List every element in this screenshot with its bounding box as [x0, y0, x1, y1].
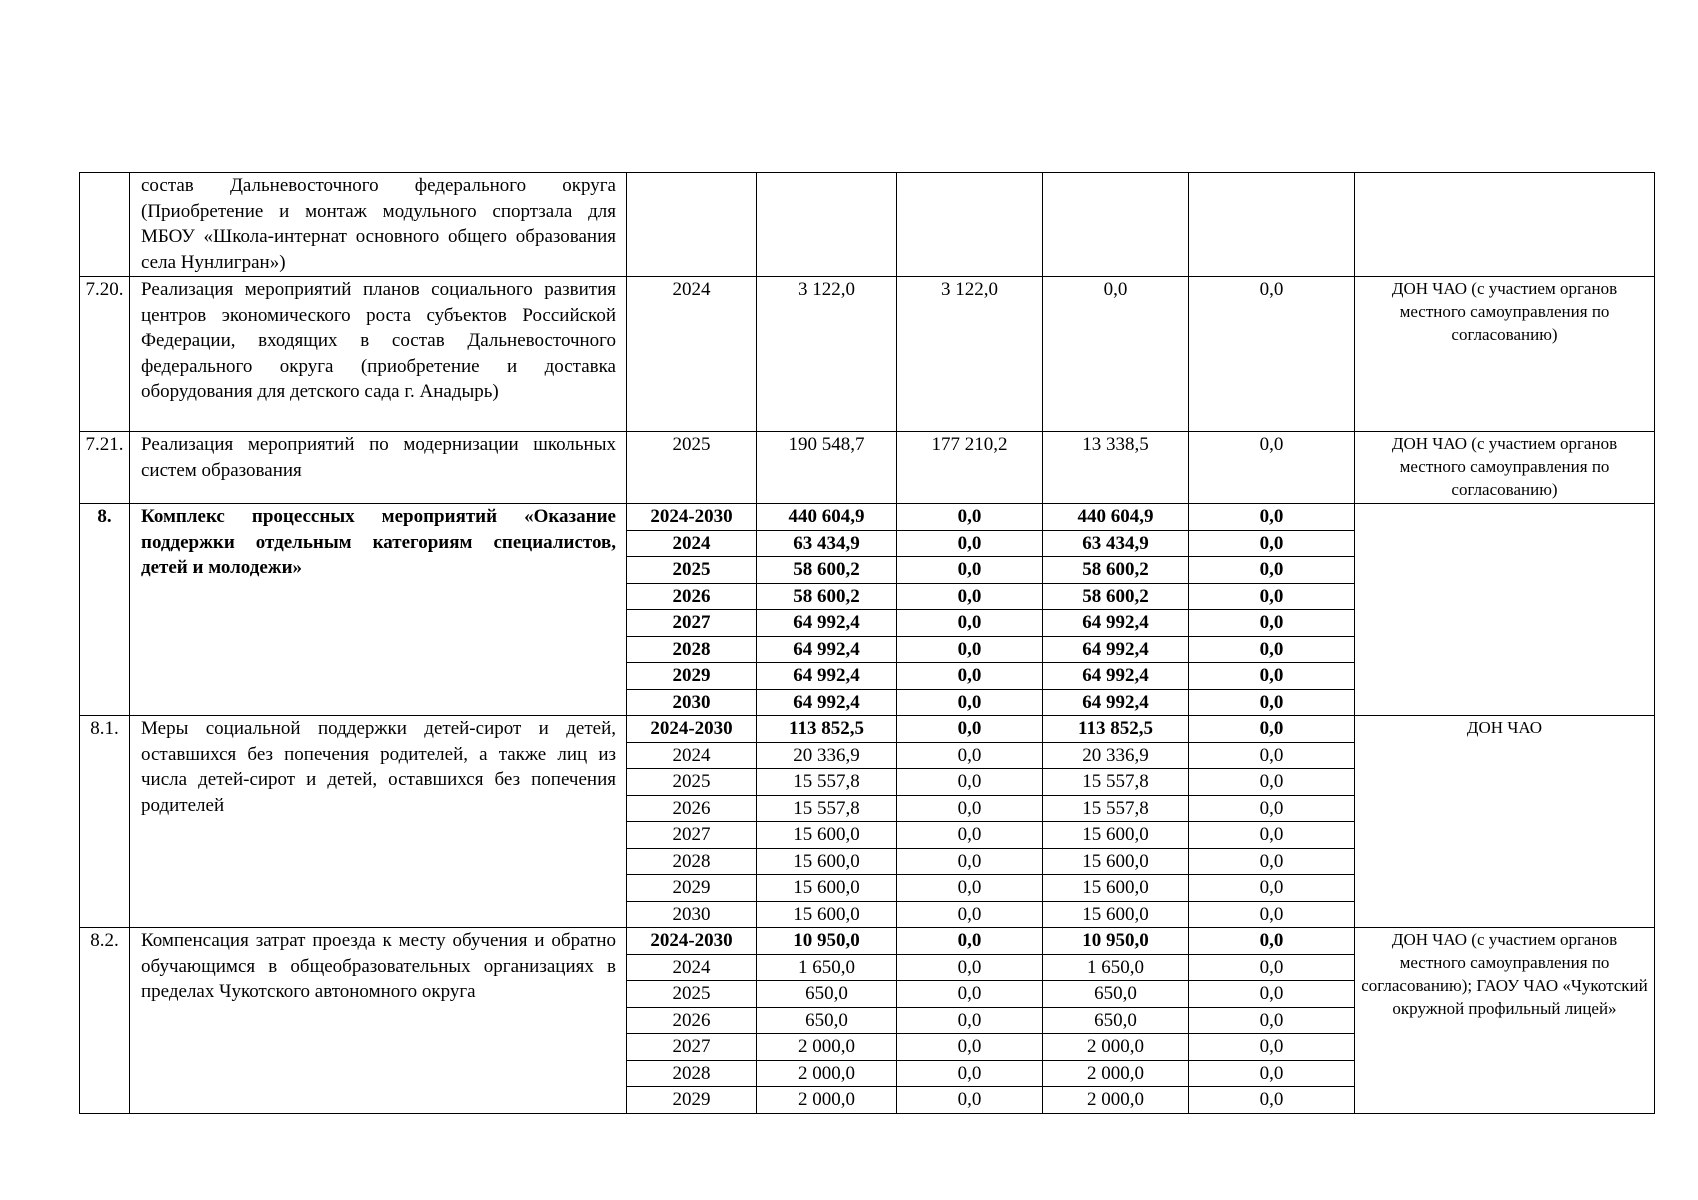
row-number: 8. — [80, 504, 130, 716]
total-cell: 10 950,0 — [757, 928, 897, 955]
other-cell: 0,0 — [1189, 583, 1355, 610]
fed-cell: 0,0 — [897, 583, 1043, 610]
okr-cell: 15 600,0 — [1043, 901, 1189, 928]
group-8-1 — [80, 716, 1655, 928]
fed-cell: 0,0 — [897, 663, 1043, 690]
executor-cell — [1355, 504, 1655, 716]
year-cell: 2024-2030 — [627, 716, 757, 743]
okr-cell: 15 600,0 — [1043, 875, 1189, 902]
total-cell: 2 000,0 — [757, 1034, 897, 1061]
row-name: Меры социальной поддержки детей-сирот и детей, оставшихся без попечения родителей, а также лиц из числа детей-сирот и детей, оставшихся без попечения родителей — [130, 716, 627, 928]
total-cell: 64 992,4 — [757, 636, 897, 663]
row-number: 7.20. — [80, 277, 130, 432]
okr-cell: 650,0 — [1043, 981, 1189, 1008]
table-row — [80, 928, 1655, 955]
group-8 — [80, 504, 1655, 716]
federal-cell: 3 122,0 — [897, 277, 1043, 432]
total-cell: 58 600,2 — [757, 557, 897, 584]
total-cell: 15 600,0 — [757, 901, 897, 928]
year-cell: 2029 — [627, 875, 757, 902]
other-cell: 0,0 — [1189, 716, 1355, 743]
other-cell: 0,0 — [1189, 530, 1355, 557]
fed-cell: 0,0 — [897, 636, 1043, 663]
table-row-7-21 — [80, 432, 1655, 504]
other-cell: 0,0 — [1189, 901, 1355, 928]
total-cell: 15 600,0 — [757, 822, 897, 849]
other-cell: 0,0 — [1189, 954, 1355, 981]
other-cell: 0,0 — [1189, 848, 1355, 875]
fed-cell: 0,0 — [897, 1034, 1043, 1061]
fed-cell: 0,0 — [897, 610, 1043, 637]
year-cell: 2027 — [627, 822, 757, 849]
other-cell: 0,0 — [1189, 1060, 1355, 1087]
okr-cell: 2 000,0 — [1043, 1060, 1189, 1087]
fed-cell: 0,0 — [897, 1007, 1043, 1034]
executor-cell: ДОН ЧАО (с участием органов местного самоуправления по согласованию); ГАОУ ЧАО «Чукотский окружной профильный лицей» — [1355, 928, 1655, 1114]
other-cell: 0,0 — [1189, 875, 1355, 902]
year-cell: 2030 — [627, 689, 757, 716]
total-cell: 63 434,9 — [757, 530, 897, 557]
year-cell: 2024 — [627, 530, 757, 557]
row-number: 7.21. — [80, 432, 130, 504]
other-cell: 0,0 — [1189, 928, 1355, 955]
okr-cell: 15 557,8 — [1043, 769, 1189, 796]
budget-table — [79, 172, 1655, 1114]
total-cell: 20 336,9 — [757, 742, 897, 769]
okr-cell: 64 992,4 — [1043, 663, 1189, 690]
okr-cell: 650,0 — [1043, 1007, 1189, 1034]
total-cell: 15 557,8 — [757, 769, 897, 796]
other-cell: 0,0 — [1189, 663, 1355, 690]
year-cell: 2025 — [627, 557, 757, 584]
row-name: Реализация мероприятий планов социального развития центров экономического роста субъектов Российской Федерации, входящих в состав Дальневосточного федерального округа (приобретение и доставка оборудования для детского сада г. Анадырь) — [130, 277, 627, 432]
table-row — [80, 504, 1655, 531]
year-cell: 2030 — [627, 901, 757, 928]
fed-cell: 0,0 — [897, 901, 1043, 928]
total-cell: 190 548,7 — [757, 432, 897, 504]
year-cell: 2026 — [627, 1007, 757, 1034]
row-name: Комплекс процессных мероприятий «Оказание поддержки отдельным категориям специалистов, детей и молодежи» — [130, 504, 627, 716]
okr-cell: 1 650,0 — [1043, 954, 1189, 981]
table-row-7-19-continued — [80, 173, 1655, 277]
fed-cell: 0,0 — [897, 848, 1043, 875]
okr-cell: 2 000,0 — [1043, 1087, 1189, 1114]
fed-cell: 0,0 — [897, 504, 1043, 531]
year-cell: 2027 — [627, 1034, 757, 1061]
executor-cell: ДОН ЧАО (с участием органов местного самоуправления по согласованию) — [1355, 277, 1655, 432]
federal-cell: 177 210,2 — [897, 432, 1043, 504]
total-cell: 3 122,0 — [757, 277, 897, 432]
okr-cell: 2 000,0 — [1043, 1034, 1189, 1061]
other-cell: 0,0 — [1189, 432, 1355, 504]
table-row-7-20 — [80, 277, 1655, 432]
fed-cell: 0,0 — [897, 769, 1043, 796]
total-cell: 15 600,0 — [757, 875, 897, 902]
total-cell: 650,0 — [757, 981, 897, 1008]
fed-cell: 0,0 — [897, 742, 1043, 769]
other-cell: 0,0 — [1189, 822, 1355, 849]
year-cell: 2029 — [627, 663, 757, 690]
year-cell: 2027 — [627, 610, 757, 637]
fed-cell: 0,0 — [897, 954, 1043, 981]
fed-cell: 0,0 — [897, 795, 1043, 822]
okr-cell: 440 604,9 — [1043, 504, 1189, 531]
fed-cell: 0,0 — [897, 1087, 1043, 1114]
row-number — [80, 173, 130, 277]
year-cell: 2024-2030 — [627, 504, 757, 531]
other-cell: 0,0 — [1189, 795, 1355, 822]
year-cell: 2026 — [627, 795, 757, 822]
fed-cell: 0,0 — [897, 716, 1043, 743]
other-cell: 0,0 — [1189, 277, 1355, 432]
total-cell: 15 600,0 — [757, 848, 897, 875]
fed-cell: 0,0 — [897, 981, 1043, 1008]
total-cell: 58 600,2 — [757, 583, 897, 610]
year-cell: 2024-2030 — [627, 928, 757, 955]
total-cell: 650,0 — [757, 1007, 897, 1034]
other-cell: 0,0 — [1189, 981, 1355, 1008]
row-name: Компенсация затрат проезда к месту обучения и обратно обучающимся в общеобразовательных организациях в пределах Чукотского автономного округа — [130, 928, 627, 1114]
row-number: 8.2. — [80, 928, 130, 1114]
total-cell: 113 852,5 — [757, 716, 897, 743]
total-cell: 64 992,4 — [757, 689, 897, 716]
year-cell: 2024 — [627, 742, 757, 769]
fed-cell: 0,0 — [897, 822, 1043, 849]
okrug-cell: 13 338,5 — [1043, 432, 1189, 504]
fed-cell: 0,0 — [897, 689, 1043, 716]
okr-cell: 10 950,0 — [1043, 928, 1189, 955]
total-cell: 64 992,4 — [757, 610, 897, 637]
year-cell: 2024 — [627, 954, 757, 981]
other-cell: 0,0 — [1189, 610, 1355, 637]
fed-cell: 0,0 — [897, 928, 1043, 955]
executor-cell: ДОН ЧАО — [1355, 716, 1655, 928]
total-cell: 64 992,4 — [757, 663, 897, 690]
row-name: Реализация мероприятий по модернизации школьных систем образования — [130, 432, 627, 504]
executor-cell: ДОН ЧАО (с участием органов местного самоуправления по согласованию) — [1355, 432, 1655, 504]
okr-cell: 64 992,4 — [1043, 610, 1189, 637]
fed-cell: 0,0 — [897, 875, 1043, 902]
row-number: 8.1. — [80, 716, 130, 928]
year-cell: 2028 — [627, 636, 757, 663]
okr-cell: 64 992,4 — [1043, 689, 1189, 716]
year-cell: 2029 — [627, 1087, 757, 1114]
other-cell: 0,0 — [1189, 1087, 1355, 1114]
year-cell: 2028 — [627, 848, 757, 875]
other-cell: 0,0 — [1189, 1007, 1355, 1034]
table-row — [80, 716, 1655, 743]
group-8-2 — [80, 928, 1655, 1114]
other-cell: 0,0 — [1189, 769, 1355, 796]
total-cell: 2 000,0 — [757, 1060, 897, 1087]
other-cell: 0,0 — [1189, 1034, 1355, 1061]
okr-cell: 15 557,8 — [1043, 795, 1189, 822]
total-cell: 15 557,8 — [757, 795, 897, 822]
year-cell: 2024 — [627, 277, 757, 432]
total-cell: 440 604,9 — [757, 504, 897, 531]
row-name: состав Дальневосточного федерального округа (Приобретение и монтаж модульного спортзала для МБОУ «Школа-интернат основного общего образования села Нунлигран») — [130, 173, 627, 277]
okr-cell: 58 600,2 — [1043, 583, 1189, 610]
okrug-cell: 0,0 — [1043, 277, 1189, 432]
okr-cell: 15 600,0 — [1043, 848, 1189, 875]
other-cell: 0,0 — [1189, 636, 1355, 663]
fed-cell: 0,0 — [897, 1060, 1043, 1087]
total-cell: 1 650,0 — [757, 954, 897, 981]
other-cell: 0,0 — [1189, 742, 1355, 769]
okr-cell: 58 600,2 — [1043, 557, 1189, 584]
fed-cell: 0,0 — [897, 530, 1043, 557]
total-cell: 2 000,0 — [757, 1087, 897, 1114]
okr-cell: 63 434,9 — [1043, 530, 1189, 557]
okr-cell: 64 992,4 — [1043, 636, 1189, 663]
other-cell: 0,0 — [1189, 557, 1355, 584]
year-cell: 2026 — [627, 583, 757, 610]
year-cell: 2025 — [627, 769, 757, 796]
okr-cell: 20 336,9 — [1043, 742, 1189, 769]
other-cell: 0,0 — [1189, 504, 1355, 531]
year-cell: 2025 — [627, 981, 757, 1008]
fed-cell: 0,0 — [897, 557, 1043, 584]
okr-cell: 15 600,0 — [1043, 822, 1189, 849]
okr-cell: 113 852,5 — [1043, 716, 1189, 743]
other-cell: 0,0 — [1189, 689, 1355, 716]
year-cell: 2025 — [627, 432, 757, 504]
year-cell: 2028 — [627, 1060, 757, 1087]
